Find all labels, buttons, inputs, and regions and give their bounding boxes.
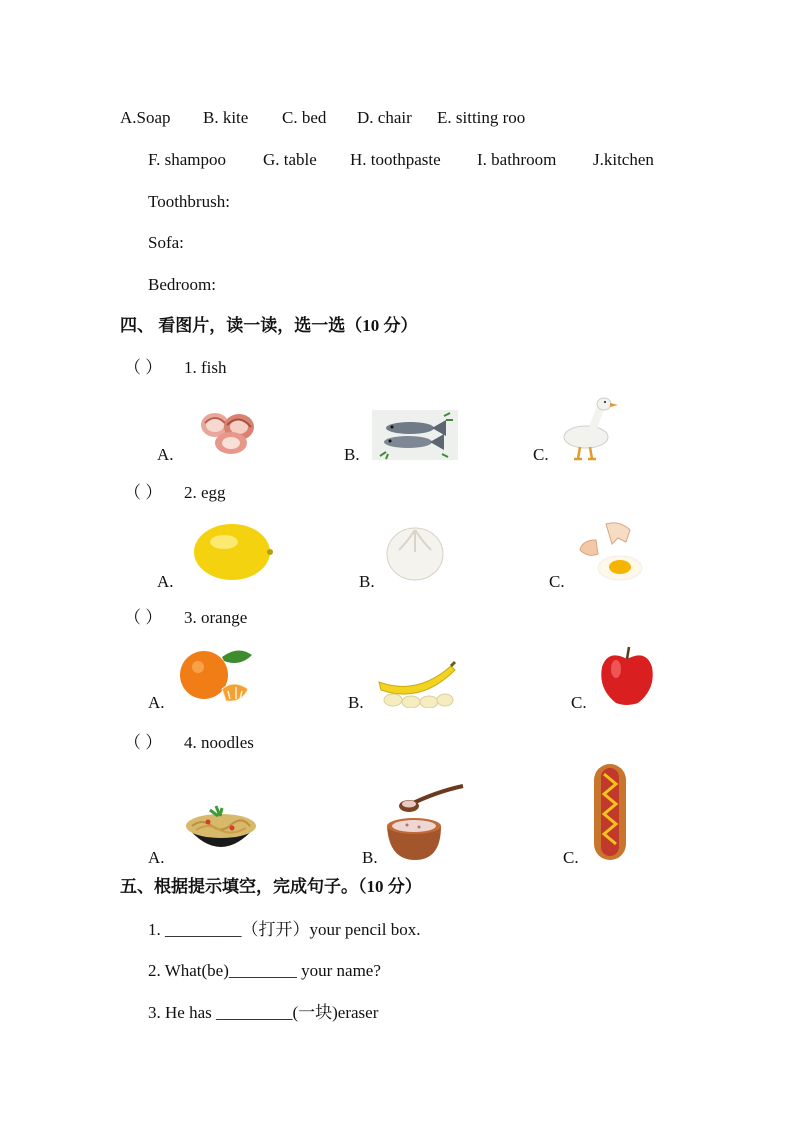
duck-icon [558, 395, 618, 463]
section-title: 四、 看图片，读一读，选一选（10 分） [120, 316, 418, 335]
option-letter: A. [157, 572, 174, 591]
option-letter: C. [533, 445, 549, 464]
answer-bracket[interactable]: （ ） [124, 608, 163, 627]
banana-icon [377, 660, 457, 708]
fish-icon [372, 410, 458, 460]
option-letter: A. [148, 693, 165, 712]
word-option: I. bathroom [477, 150, 557, 169]
answer-bracket[interactable]: （ ） [124, 358, 163, 377]
option-letter: B. [362, 848, 378, 867]
option-letter: C. [571, 693, 587, 712]
answer-bracket[interactable]: （ ） [124, 483, 163, 502]
fill-in-sentence: 1. _________（打开）your pencil box. [148, 920, 421, 939]
category-label: Toothbrush: [148, 192, 230, 211]
option-letter: B. [359, 572, 375, 591]
bacon-icon [197, 405, 261, 457]
word-option: E. sitting roo [437, 108, 526, 127]
option-letter: A. [148, 848, 165, 867]
word-option: C. bed [282, 108, 327, 127]
word-option: G. table [263, 150, 317, 169]
category-label: Bedroom: [148, 275, 216, 294]
question-text: 3. orange [184, 608, 248, 627]
word-option: B. kite [203, 108, 249, 127]
question-text: 2. egg [184, 483, 226, 502]
section-title: 五、根据提示填空，完成句子。（10 分） [120, 877, 422, 896]
noodles-bowl-icon [182, 798, 260, 862]
word-option: F. shampoo [148, 150, 226, 169]
word-option: D. chair [357, 108, 412, 127]
word-option: A.Soap [120, 108, 171, 127]
cracked-egg-icon [576, 520, 646, 586]
tangerine-icon [178, 645, 258, 707]
lemon-icon [190, 520, 274, 584]
option-letter: C. [563, 848, 579, 867]
hot-dog-icon [590, 760, 630, 862]
option-letter: A. [157, 445, 174, 464]
option-letter: B. [344, 445, 360, 464]
option-letter: C. [549, 572, 565, 591]
word-option: J.kitchen [593, 150, 654, 169]
fill-in-sentence: 2. What(be)________ your name? [148, 961, 381, 980]
question-text: 1. fish [184, 358, 227, 377]
question-text: 4. noodles [184, 733, 254, 752]
word-option: H. toothpaste [350, 150, 441, 169]
option-letter: B. [348, 693, 364, 712]
category-label: Sofa: [148, 233, 184, 252]
answer-bracket[interactable]: （ ） [124, 733, 163, 752]
porridge-bowl-icon [385, 784, 467, 862]
fill-in-sentence: 3. He has _________(一块)eraser [148, 1003, 379, 1022]
apple-icon [598, 645, 656, 707]
steamed-bun-icon [385, 522, 445, 582]
